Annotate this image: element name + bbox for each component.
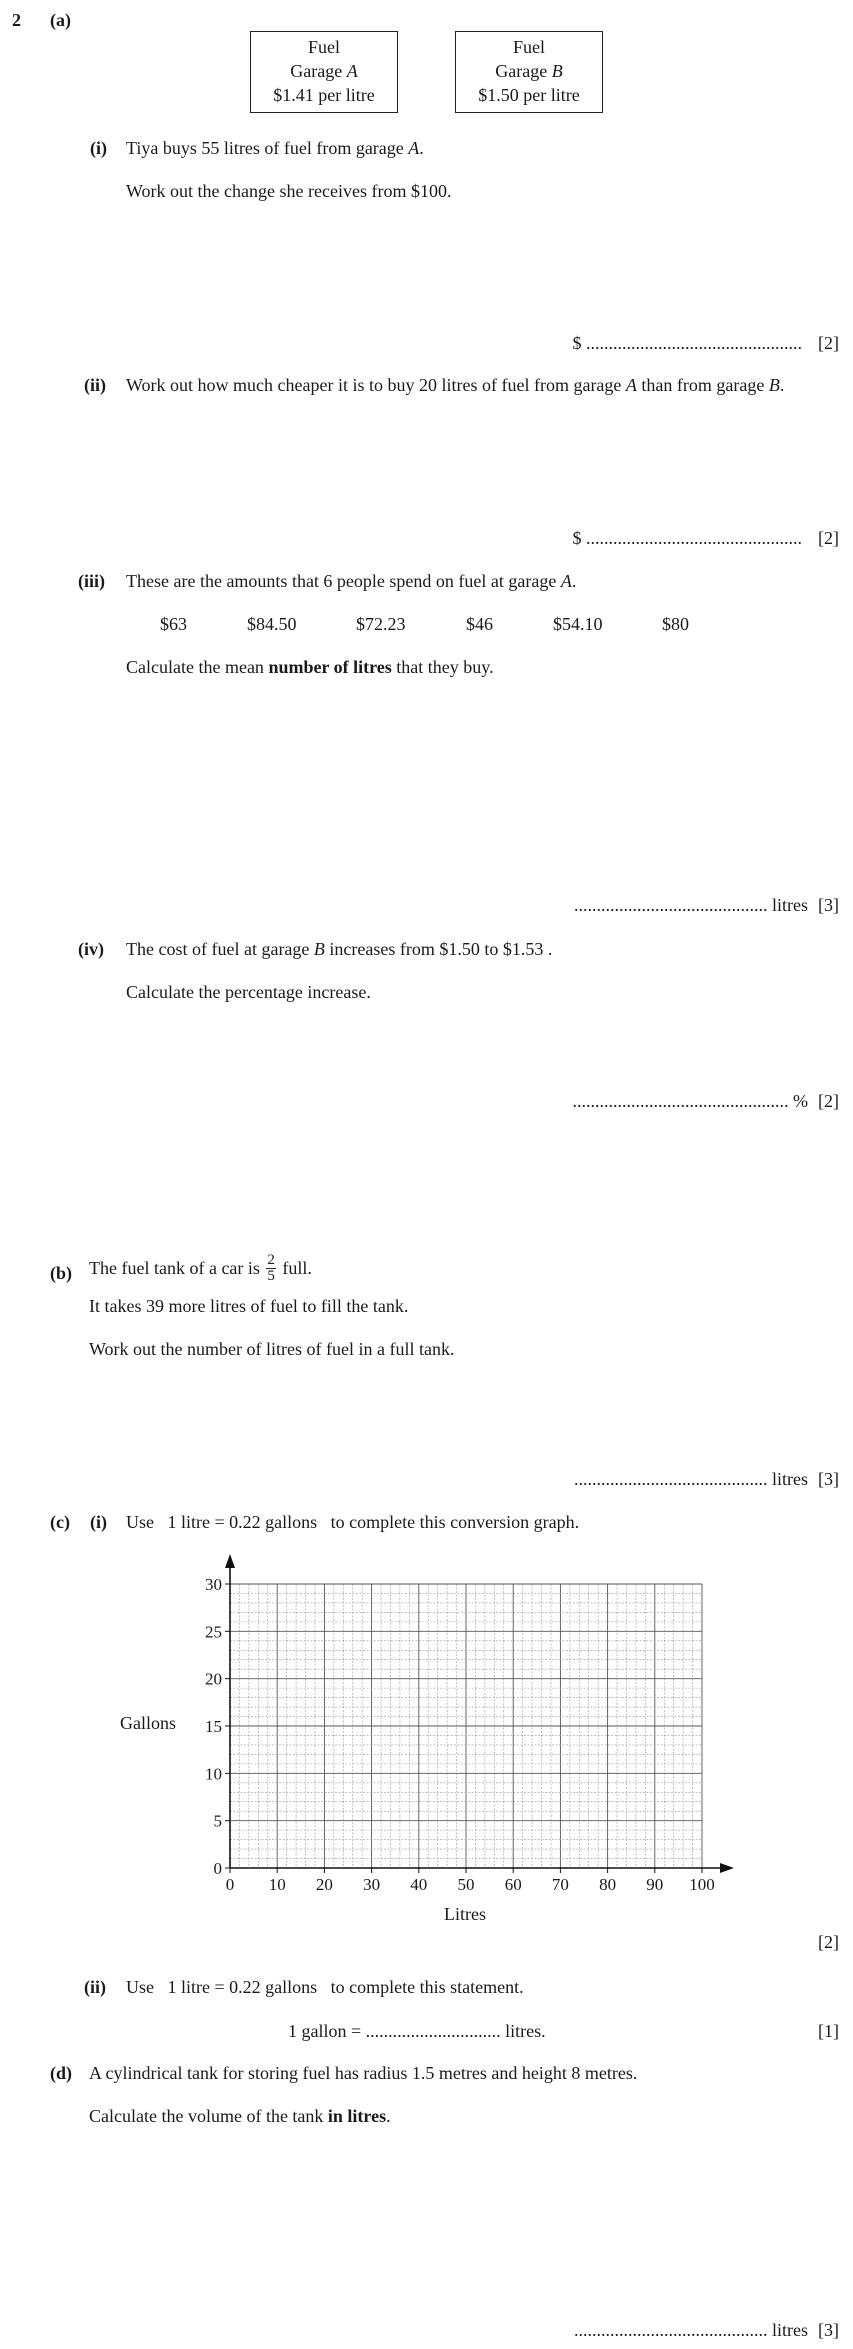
garage-a-price: $1.41 per litre bbox=[273, 85, 375, 105]
x-tick-label: 50 bbox=[457, 1875, 475, 1894]
garage-a-name: Garage A bbox=[290, 61, 358, 81]
q-a-iv-line1: The cost of fuel at garage B increases from $1.50 to $1.53 . bbox=[126, 939, 553, 959]
q-d-answer-line[interactable]: ........................................... litres [3] bbox=[574, 2320, 839, 2340]
x-tick-label: 70 bbox=[551, 1875, 569, 1894]
garage-b-name: Garage B bbox=[495, 61, 563, 81]
q-a-iv-line2: Calculate the percentage increase. bbox=[126, 982, 371, 1002]
amount-1: $63 bbox=[160, 614, 187, 634]
q-c-i-label: (i) bbox=[90, 1512, 107, 1532]
x-tick-label: 0 bbox=[225, 1875, 235, 1894]
y-tick-label: 30 bbox=[205, 1575, 222, 1594]
q-a-iv-label: (iv) bbox=[78, 939, 104, 959]
q-a-i-marks: [2] bbox=[818, 333, 839, 353]
garage-a-box bbox=[250, 31, 398, 113]
q-c-ii-label: (ii) bbox=[84, 1977, 106, 1997]
y-tick-label: 5 bbox=[213, 1811, 222, 1831]
x-tick-label: 40 bbox=[410, 1875, 428, 1894]
q-b-line1: The fuel tank of a car is $\frac{2}{5}$ full. bbox=[89, 1252, 312, 1284]
amount-2: $84.50 bbox=[247, 614, 297, 634]
garage-b-box bbox=[455, 31, 603, 113]
q-d-line1: A cylindrical tank for storing fuel has radius 1.5 metres and height 8 metres. bbox=[89, 2063, 638, 2083]
y-axis-arrow-icon bbox=[225, 1554, 235, 1568]
graph-grid bbox=[230, 1584, 702, 1868]
garage-a-line1: Fuel bbox=[307, 37, 340, 57]
q-a-ii-marks: [2] bbox=[818, 528, 839, 548]
q-c-ii-text: Use 1 litre = 0.22 gallons to complete this statement. bbox=[126, 1977, 524, 1997]
q-a-i-line1: Tiya buys 55 litres of fuel from garage A. bbox=[126, 138, 424, 158]
q-a-iv-marks: [2] bbox=[818, 1091, 839, 1111]
part-a-label: (a) bbox=[50, 10, 71, 30]
q-a-i-label: (i) bbox=[90, 138, 107, 158]
x-tick-label: 100 bbox=[689, 1875, 715, 1894]
q-a-ii-answer-line[interactable]: $ ................................................ [2] bbox=[572, 528, 839, 548]
x-axis-label: Litres bbox=[444, 1904, 486, 1924]
amount-3: $72.23 bbox=[356, 614, 406, 634]
garage-b-line1: Fuel bbox=[512, 37, 545, 57]
y-tick-label: 10 bbox=[205, 1764, 222, 1784]
q-a-i-line2: Work out the change she receives from $100. bbox=[126, 181, 452, 201]
q-a-iii-label: (iii) bbox=[78, 571, 105, 591]
q-d-label: (d) bbox=[50, 2063, 72, 2083]
q-b-label: (b) bbox=[50, 1263, 72, 1283]
q-a-iv-answer-line[interactable]: ................................................ % [2] bbox=[572, 1091, 839, 1111]
x-tick-label: 10 bbox=[268, 1875, 286, 1894]
q-b-line3: Work out the number of litres of fuel in a full tank. bbox=[89, 1339, 455, 1359]
q-b-line2: It takes 39 more litres of fuel to fill the tank. bbox=[89, 1296, 409, 1316]
graph-tick-labels bbox=[205, 1575, 715, 1894]
x-axis-arrow-icon bbox=[720, 1863, 734, 1873]
question-number: 2 bbox=[12, 10, 21, 30]
q-b-answer-line[interactable]: ........................................... litres [3] bbox=[574, 1469, 839, 1489]
x-tick-label: 80 bbox=[599, 1875, 617, 1894]
q-a-i-answer-line[interactable]: $ ................................................ [2] bbox=[572, 333, 839, 353]
q-a-ii-label: (ii) bbox=[84, 375, 106, 395]
q-b-marks: [3] bbox=[818, 1469, 839, 1489]
y-tick-label: 25 bbox=[205, 1622, 222, 1642]
q-c-ii-marks: [1] bbox=[818, 2021, 839, 2041]
y-tick-label: 15 bbox=[205, 1717, 222, 1736]
graph-axes bbox=[225, 1554, 734, 1873]
amount-4: $46 bbox=[466, 614, 493, 634]
q-a-iii-answer-line[interactable]: ........................................... litres [3] bbox=[574, 895, 839, 915]
x-tick-label: 20 bbox=[315, 1875, 333, 1894]
q-a-iii-marks: [3] bbox=[818, 895, 839, 915]
x-tick-label: 30 bbox=[363, 1875, 381, 1894]
q-c-label: (c) bbox=[50, 1512, 70, 1532]
x-tick-label: 90 bbox=[646, 1875, 664, 1894]
q-d-marks: [3] bbox=[818, 2320, 839, 2340]
q-a-iii-line1: These are the amounts that 6 people spend on fuel at garage A. bbox=[126, 571, 577, 591]
q-c-i-marks: [2] bbox=[818, 1932, 839, 1952]
y-tick-label: 20 bbox=[205, 1669, 222, 1689]
q-d-line2: Calculate the volume of the tank in litres. bbox=[89, 2106, 391, 2126]
q-c-i-text: Use 1 litre = 0.22 gallons to complete this conversion graph. bbox=[126, 1512, 580, 1532]
q-a-iii-line2: Calculate the mean number of litres that they buy. bbox=[126, 657, 494, 677]
q-c-ii-statement[interactable]: 1 gallon = .............................. litres. bbox=[288, 2021, 546, 2041]
amount-5: $54.10 bbox=[553, 614, 603, 634]
q-a-ii-text: Work out how much cheaper it is to buy 20 litres of fuel from garage A than from garage B. bbox=[126, 375, 785, 395]
amount-6: $80 bbox=[662, 614, 689, 634]
x-tick-label: 60 bbox=[504, 1875, 522, 1894]
y-axis-label: Gallons bbox=[120, 1713, 176, 1733]
y-tick-label: 0 bbox=[213, 1859, 222, 1878]
garage-b-price: $1.50 per litre bbox=[478, 85, 580, 105]
two-fifths-fraction: $\frac{2}{5}$ bbox=[267, 1252, 275, 1284]
